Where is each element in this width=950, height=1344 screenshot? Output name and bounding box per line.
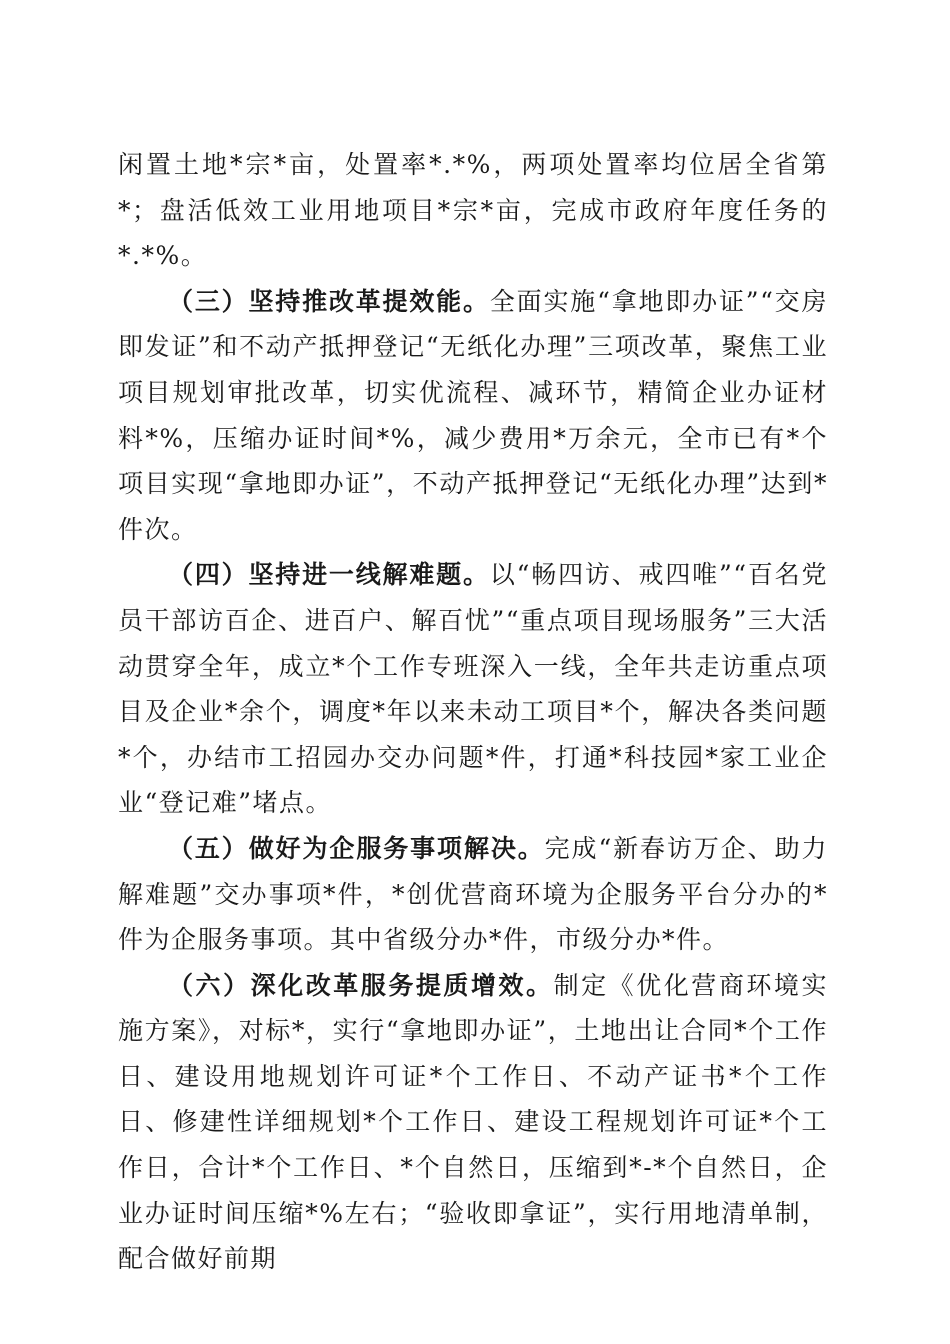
paragraph-section-6 [118, 963, 828, 1282]
paragraph-continuation [118, 142, 828, 279]
paragraph-section-3 [118, 279, 828, 553]
paragraph-body: 闲置土地*宗*亩，处置率*.*%，两项处置率均位居全省第*；盘活低效工业用地项目*宗*亩，完成市政府年度任务的*.*%。 [118, 150, 828, 271]
document-body [118, 142, 828, 1282]
paragraph-body: 全面实施“拿地即办证”“交房即发证”和不动产抵押登记“无纸化办理”三项改革，聚焦工业项目规划审批改革，切实优流程、减环节，精简企业办证材料*%，压缩办证时间*%，减少费用*万余元，全市已有*个项目实现“拿地即办证”，不动产抵押登记“无纸化办理”达到*件次。 [118, 286, 828, 544]
paragraph-section-4 [118, 552, 828, 826]
paragraph-section-5 [118, 826, 828, 963]
paragraph-body: 制定《优化营商环境实施方案》，对标*，实行“拿地即办证”，土地出让合同*个工作日、建设用地规划许可证*个工作日、不动产证书*个工作日、修建性详细规划*个工作日、建设工程规划许可证*个工作日，合计*个工作日、*个自然日，压缩到*-*个自然日，企业办证时间压缩*%左右；“验收即拿证”，实行用地清单制，配合做好前期 [118, 970, 828, 1274]
section-heading: （四）坚持进一线解难题。 [168, 560, 490, 590]
section-heading: （六）深化改革服务提质增效。 [168, 970, 554, 1000]
section-heading: （五）做好为企服务事项解决。 [168, 833, 545, 863]
paragraph-body: 完成“新春访万企、助力解难题”交办事项*件，*创优营商环境为企服务平台分办的*件为企服务事项。其中省级分办*件，市级分办*件。 [118, 833, 828, 955]
paragraph-body: 以“畅四访、戒四唯”“百名党员干部访百企、进百户、解百忧”“重点项目现场服务”三大活动贯穿全年，成立*个工作专班深入一线，全年共走访重点项目及企业*余个，调度*年以来未动工项目*个，解决各类问题*个，办结市工招园办交办问题*件，打通*科技园*家工业企业“登记难”堵点。 [118, 560, 828, 818]
section-heading: （三）坚持推改革提效能。 [168, 286, 490, 316]
